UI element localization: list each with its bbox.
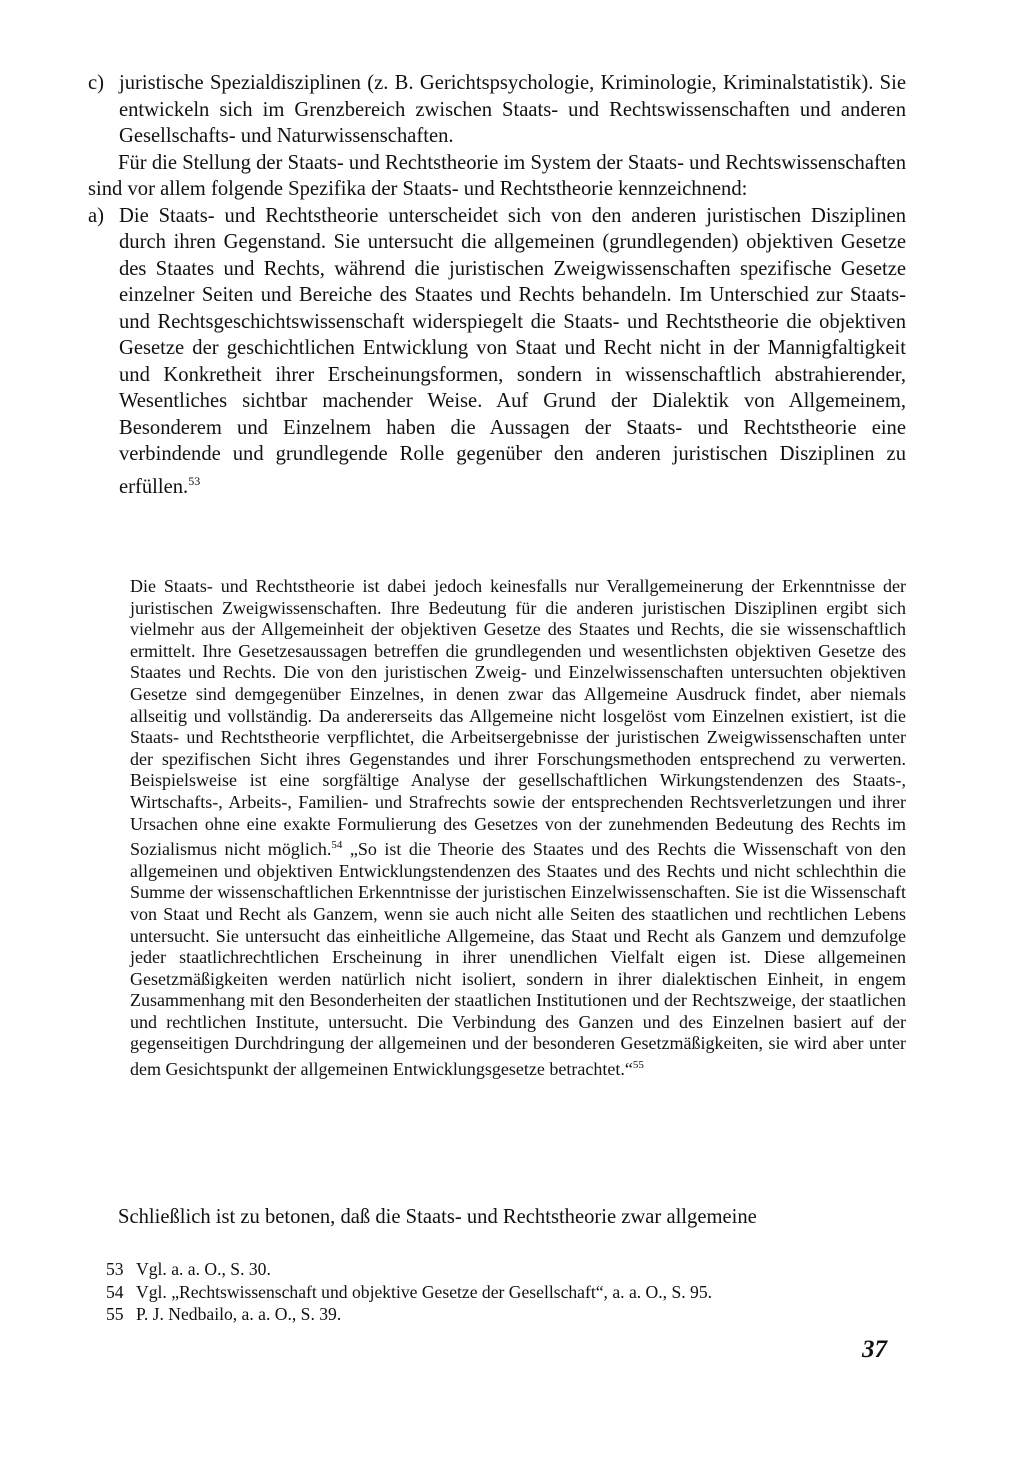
quote-part-2: „So ist die Theorie des Staates und des Rechts die Wissenschaft von den allgemeinen und objektiven Entwicklungstendenzen des Staates und des Rechts und nicht schlechthin die Summe der wissenschaftlichen Erkenntnisse der juristischen Einzelwissenschaften. Sie ist die Wissenschaft von Staat und Recht als Ganzem, wenn sie auch nicht alle Seiten des staatlichen und rechtlichen Lebens untersucht. Sie untersucht das einheitliche Allgemeine, das Staat und Recht als Ganzem und demzufolge jeder staatlichrechtlichen Erscheinung in ihrer unendlichen Vielfalt eigen ist. Diese allgemeinen Gesetzmäßigkeiten werden natürlich nicht isoliert, sondern in ihrer dialektischen Einheit, in engem Zusammenhang mit den Besonderheiten der staatlichen Institutionen und der Rechtszweige, der staatlichen und rechtlichen Institute, untersucht. Die Verbindung des Ganzen und des Einzelnen basiert auf der gegenseitigen Durchdringung der allgemeinen und der besonderen Gesetzmäßigkeiten, sie wird aber unter dem Gesichtspunkt der allgemeinen Entwicklungsgesetze betrachtet.“ [130,839,906,1080]
footnote-text: P. J. Nedbailo, a. a. O., S. 39. [136,1304,342,1324]
list-marker-a: a) [88,204,104,227]
footnote-ref-54: 54 [331,839,343,852]
footnote-number: 55 [106,1304,124,1324]
footnote-text: Vgl. „Rechtswissenschaft und objektive Gesetze der Gesellschaft“, a. a. O., S. 95. [136,1281,713,1302]
closing-paragraph: Schließlich ist zu betonen, daß die Staats- und Rechtstheorie zwar allgemeine [118,1206,757,1228]
footnote-ref-55: 55 [632,1059,644,1072]
list-text-a-wrapper [119,203,906,500]
list-text-c: juristische Spezialdisziplinen (z. B. Gerichtspsychologie, Kriminologie, Kriminalstatistik). Sie entwickeln sich im Grenzbereich zwischen Staats- und Rechtswissenschaften und anderen Gesellschafts- und Naturwissenschaften. [119,72,906,147]
main-text [88,70,906,500]
footnote-text: Vgl. a. a. O., S. 30. [136,1259,271,1279]
page-number: 37 [862,1336,887,1363]
list-item-a [88,203,906,500]
list-text-a: Die Staats- und Rechtstheorie unterscheidet sich von den anderen juristischen Disziplinen durch ihren Gegenstand. Sie untersucht die allgemeinen (grundlegenden) objektiven Gesetze des Staates und Rechts, während die juristischen Zweigwissenschaften spezifische Gesetze einzelner Seiten und Bereiche des Staates und Rechts behandeln. Im Unterschied zur Staats- und Rechtsgeschichtswissenschaft widerspiegelt die Staats- und Rechtstheorie die objektiven Gesetze der geschichtlichen Entwicklung von Staat und Recht nicht in der Mannigfaltigkeit und Konkretheit ihrer Erscheinungsformen, sondern in wissenschaftlich abstrahierender, Wesentliches sichtbar machender Weise. Auf Grund der Dialektik von Allgemeinem, Besonderem und Einzelnem haben die Aussagen der Staats- und Rechtstheorie eine verbindende und grundlegende Rolle gegenüber den anderen juristischen Disziplinen zu erfüllen. [119,204,906,498]
list-item-c [88,70,906,150]
list-marker-c: c) [88,72,104,94]
footnote-53 [106,1258,866,1281]
footnote-54 [106,1281,866,1304]
footnote-number: 53 [106,1259,124,1279]
quote-part-1: Die Staats- und Rechtstheorie ist dabei jedoch keinesfalls nur Verallgemeinerung der Erkenntnisse der juristischen Zweigwissenschaften. Ihre Bedeutung für die anderen juristischen Disziplinen ergibt sich vielmehr aus der Allgemeinheit der objektiven Gesetze des Staates und Rechts, die sie wissenschaftlich ermittelt. Ihre Gesetzesaussagen betreffen die grundlegenden und wesentlichsten objektiven Gesetze des Staates und Rechts. Die von den juristischen Zweig- und Einzelwissenschaften untersuchten objektiven Gesetze sind demgegenüber Einzelnes, in denen zwar das Allgemeine Ausdruck findet, aber niemals allseitig und vollständig. Da andererseits das Allgemeine nicht losgelöst vom Einzelnen existiert, ist die Staats- und Rechtstheorie verpflichtet, die Arbeitsergebnisse der juristischen Zweigwissenschaften unter der spezifischen Sicht ihres Gegenstandes und ihrer Forschungsmethoden entsprechend zu verwerten. Beispielsweise ist eine sorgfältige Analyse der gesellschaftlichen Wirkungstendenzen des Staats-, Wirtschafts-, Arbeits-, Familien- und Strafrechts sowie der entsprechenden Rechtsverletzungen und ihrer Ursachen ohne eine exakte Formulierung des Gesetzes von der zunehmenden Bedeutung des Rechts im Sozialismus nicht möglich. [130,576,906,860]
footnote-number: 54 [106,1281,124,1302]
intro-paragraph: Für die Stellung der Staats- und Rechtstheorie im System der Staats- und Rechtswissenschaften sind vor allem folgende Spezifika der Staats- und Rechtstheorie kennzeichnend: [88,151,906,200]
footnotes [106,1258,866,1326]
footnote-ref-53: 53 [188,473,201,488]
block-quote [130,576,906,1081]
footnote-55 [106,1303,866,1326]
